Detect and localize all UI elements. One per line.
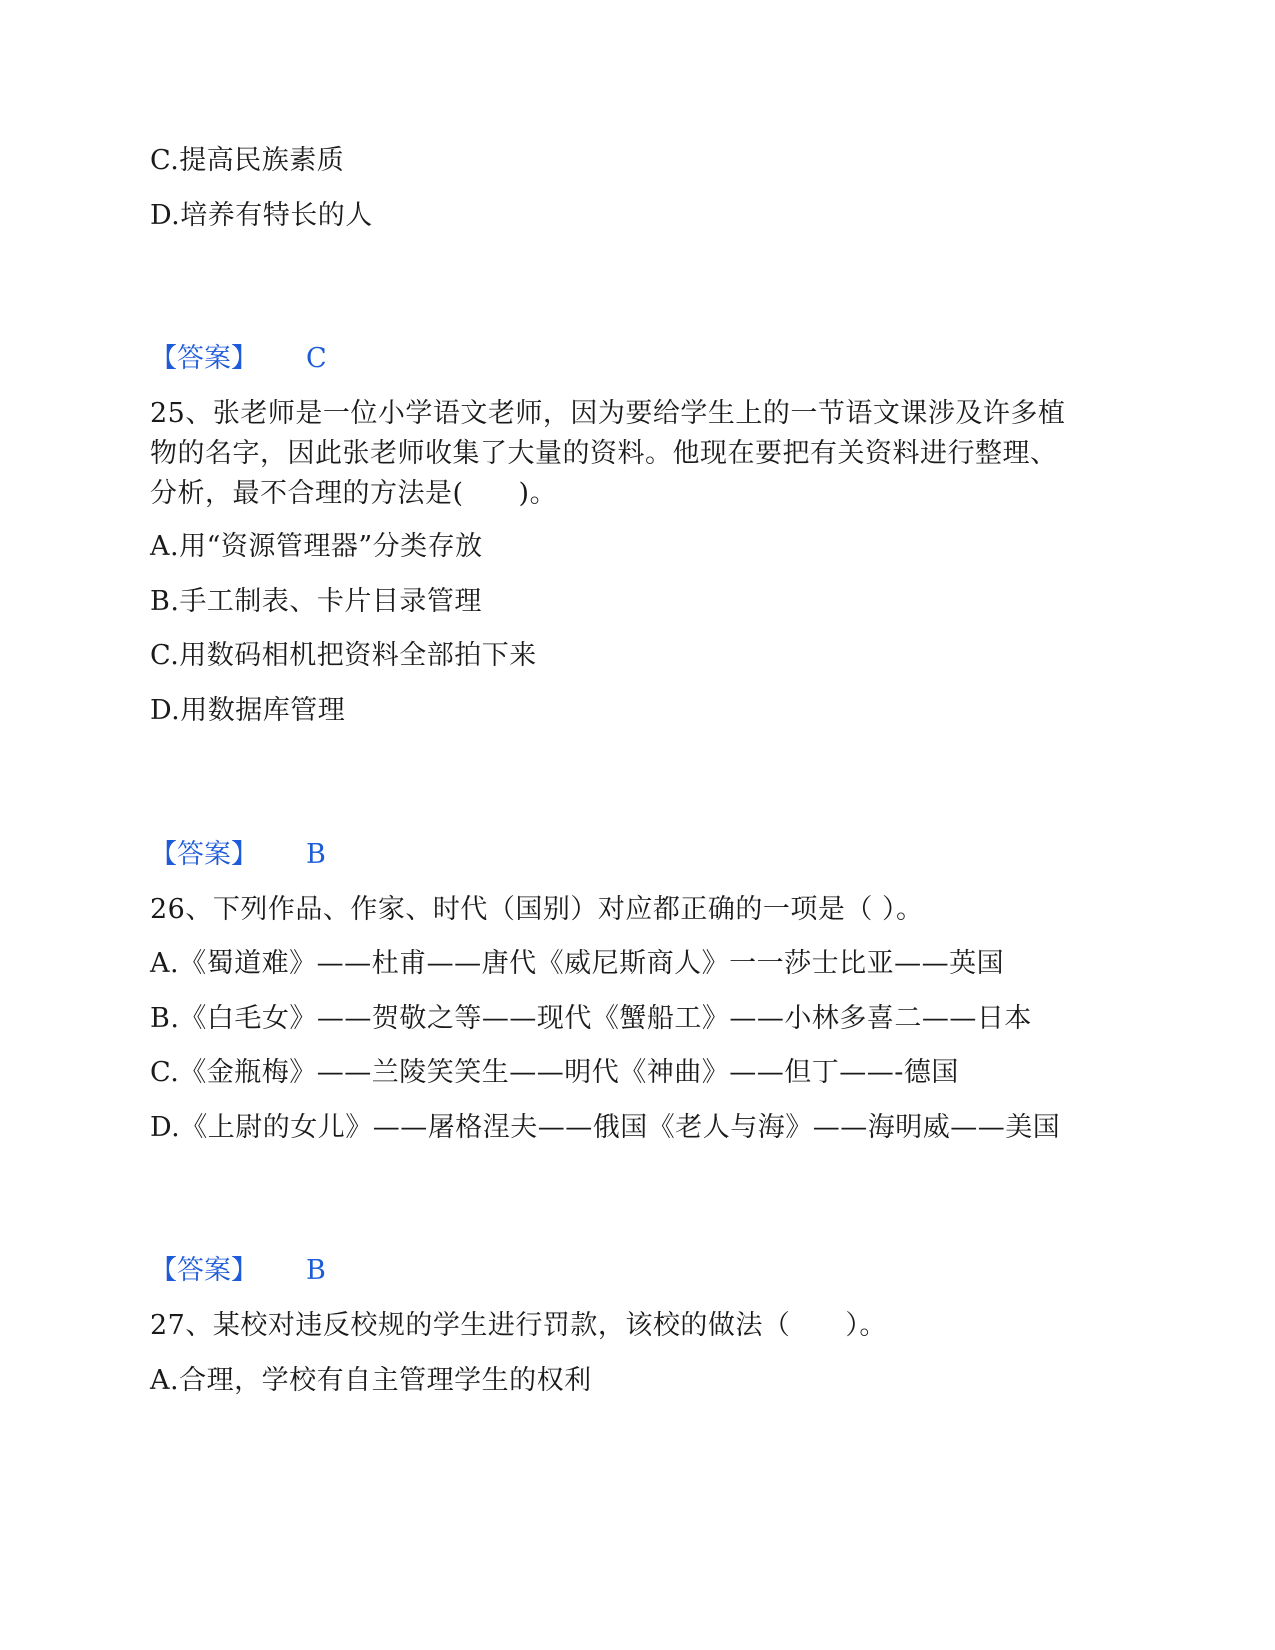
q25-option-c: C.用数码相机把资料全部拍下来	[150, 640, 537, 671]
q25-option-a: A.用“资源管理器”分类存放	[150, 531, 483, 562]
q27-stem: 27、某校对违反校规的学生进行罚款，该校的做法（ ）。	[150, 1310, 887, 1341]
answer-value: B	[306, 839, 326, 870]
q26-answer	[150, 1251, 326, 1291]
q25-option-d: D.用数据库管理	[150, 695, 346, 726]
q25-stem-line-1: 25、张老师是一位小学语文老师，因为要给学生上的一节语文课涉及许多植	[150, 398, 1066, 429]
q26-stem: 26、下列作品、作家、时代（国别）对应都正确的一项是（ ）。	[150, 894, 924, 925]
q26-option-b: B.《白毛女》——贺敬之等——现代《蟹船工》——小林多喜二——日本	[150, 1003, 1032, 1034]
answer-tag: 【答案】	[150, 1255, 258, 1286]
q24-answer	[150, 339, 327, 379]
q25-answer	[150, 835, 326, 875]
q25-option-b: B.手工制表、卡片目录管理	[150, 586, 482, 617]
q24-option-c: C.提高民族素质	[150, 145, 345, 176]
q27-option-a: A.合理，学校有自主管理学生的权利	[150, 1365, 592, 1396]
q26-option-d: D.《上尉的女儿》——屠格涅夫——俄国《老人与海》——海明威——美国	[150, 1112, 1061, 1143]
answer-value: C	[306, 343, 327, 374]
answer-tag: 【答案】	[150, 343, 258, 374]
q26-option-c: C.《金瓶梅》——兰陵笑笑生——明代《神曲》——但丁——-德国	[150, 1057, 959, 1088]
q26-option-a: A.《蜀道难》——杜甫——唐代《威尼斯商人》一一莎士比亚——英国	[150, 948, 1005, 979]
answer-value: B	[306, 1255, 326, 1286]
q25-stem-line-2: 物的名字，因此张老师收集了大量的资料。他现在要把有关资料进行整理、	[150, 438, 1058, 469]
q24-option-d: D.培养有特长的人	[150, 200, 373, 231]
q25-stem-line-3: 分析，最不合理的方法是( )。	[150, 478, 558, 509]
answer-tag: 【答案】	[150, 839, 258, 870]
